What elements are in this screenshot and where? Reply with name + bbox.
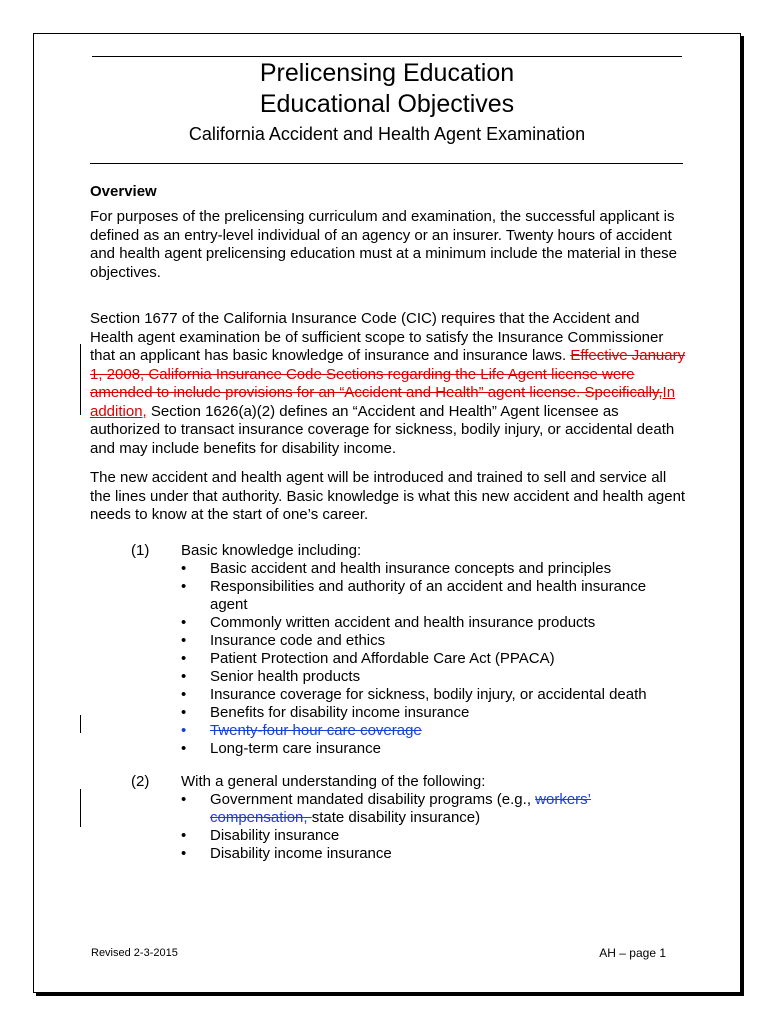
section-1-list <box>181 560 681 758</box>
paragraph-2-lead: Section 1677 of the California Insurance Code (CIC) requires that the Accident and Health agent examination be of sufficient scope to satisfy the Insurance Commissioner that an applicant has basic knowledge of insurance and insurance laws. <box>90 310 664 364</box>
page-number: AH – page 1 <box>599 946 666 960</box>
list-item <box>181 560 681 578</box>
list-item <box>181 668 681 686</box>
list-item-text: Insurance code and ethics <box>210 632 386 649</box>
section-2-lead: With a general understanding of the following: <box>181 773 486 790</box>
change-bar <box>80 789 81 827</box>
bullet-icon: • <box>181 560 187 577</box>
list-item-text: Patient Protection and Affordable Care Act (PPACA) <box>210 650 555 667</box>
top-rule <box>92 56 682 57</box>
list-item-text: Benefits for disability income insurance <box>210 704 470 721</box>
list-item <box>181 791 681 827</box>
list-item <box>181 740 681 758</box>
deleted-text-revision: Effective January 1, 2008, California Insurance Code Sections regarding the Life Agent license were amended to include provisions for an “Accident and Health” agent license. Specifically, <box>90 347 686 401</box>
overview-paragraph-1: For purposes of the prelicensing curriculum and examination, the successful applicant is defined as an entry-level individual of an agency or an insurer. Twenty hours of accident and health agent prelicensing education must at a minimum include the material in these objectives. <box>90 208 678 281</box>
inserted-text-revision: In addition, <box>90 384 676 420</box>
overview-paragraph-3: The new accident and health agent will be introduced and trained to sell and service all the lines under that authority. Basic knowledge is what this new accident and health agent needs to know at the start of one’s career. <box>90 469 686 523</box>
deleted-text-revision: workers’ compensation, <box>210 791 591 826</box>
bullet-icon: • <box>181 686 187 703</box>
list-item <box>181 614 681 632</box>
revised-date: Revised 2-3-2015 <box>91 947 178 959</box>
section-2-number: (2) <box>131 773 150 790</box>
list-item <box>181 632 681 650</box>
paragraph-2-tail: Section 1626(a)(2) defines an “Accident and Health” Agent licensee as authorized to transact insurance coverage for sickness, bodily injury, or accidental death and may include benefits for disability income. <box>90 402 675 457</box>
list-item <box>181 845 681 863</box>
bullet-icon: • <box>181 791 187 808</box>
list-item-text: Long-term care insurance <box>210 740 381 757</box>
bullet-icon: • <box>181 845 187 862</box>
section-1-number: (1) <box>131 542 150 559</box>
list-item <box>181 686 681 704</box>
overview-paragraph-2 <box>90 310 686 458</box>
bullet-icon: • <box>181 740 187 757</box>
page-subtitle: California Accident and Health Agent Examination <box>188 124 586 144</box>
bullet-icon: • <box>181 827 187 844</box>
page-title: Prelicensing Education <box>259 59 515 87</box>
document-page <box>33 33 741 993</box>
list-item-text: Senior health products <box>210 668 361 685</box>
overview-heading: Overview <box>90 183 157 200</box>
list-item-text: Government mandated disability programs (e.g., <box>210 791 536 808</box>
list-item-text: Basic accident and health insurance concepts and principles <box>210 560 612 577</box>
list-item-text: Disability income insurance <box>210 845 392 862</box>
title-bottom-rule <box>90 163 683 164</box>
change-bar <box>80 715 81 733</box>
bullet-icon: • <box>181 632 187 649</box>
list-item-text: Responsibilities and authority of an accident and health insurance agent <box>210 578 647 613</box>
change-bar <box>80 344 81 415</box>
list-item-deleted <box>181 722 681 740</box>
bullet-icon: • <box>181 722 187 739</box>
bullet-icon: • <box>181 650 187 667</box>
list-item <box>181 578 681 614</box>
bullet-icon: • <box>181 668 187 685</box>
list-item <box>181 650 681 668</box>
bullet-icon: • <box>181 614 187 631</box>
section-1-lead: Basic knowledge including: <box>181 542 362 559</box>
list-item-text: Disability insurance <box>210 827 340 844</box>
list-item-text: Insurance coverage for sickness, bodily injury, or accidental death <box>210 686 647 703</box>
list-item <box>181 704 681 722</box>
bullet-icon: • <box>181 704 187 721</box>
list-item <box>181 827 681 845</box>
bullet-icon: • <box>181 578 187 595</box>
list-item-text: Commonly written accident and health insurance products <box>210 614 596 631</box>
list-item-text-tail: state disability insurance) <box>311 809 481 826</box>
list-item-text: Twenty-four hour care coverage <box>210 722 422 739</box>
section-2-list <box>181 791 681 863</box>
page-title-line2: Educational Objectives <box>259 90 515 118</box>
